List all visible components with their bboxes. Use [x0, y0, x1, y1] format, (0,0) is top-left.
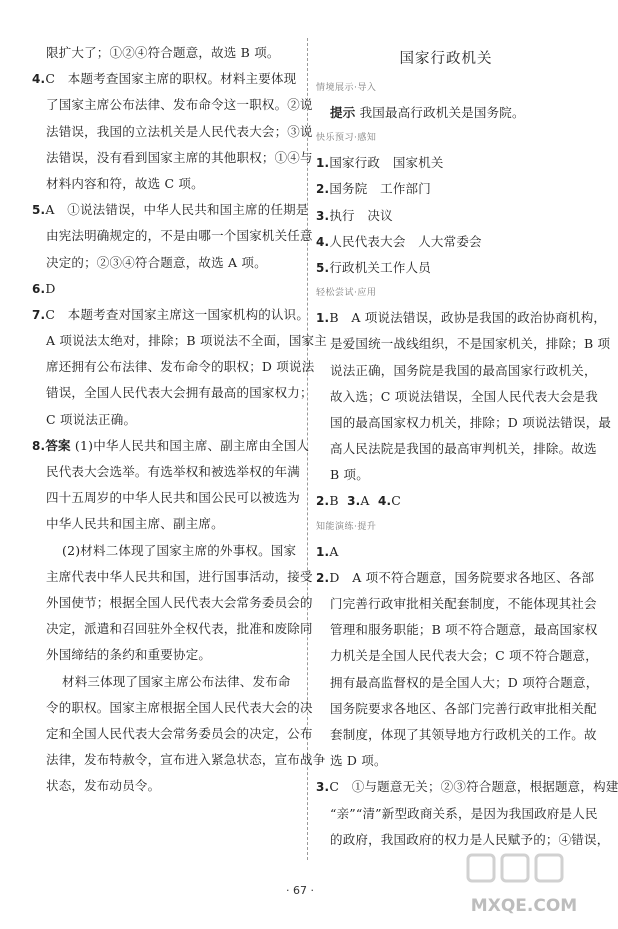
text-line: 四十五周岁的中华人民共和国公民可以被选为: [46, 490, 301, 506]
text-line: 限扩大了；①②④符合题意，故选 B 项。: [46, 45, 280, 60]
text-line: 执行 决议: [329, 207, 393, 223]
text-line: 人民代表大会 人大常委会: [329, 233, 482, 249]
text-line: 拥有最高监督权的是全国人大；D 项符合题意，: [330, 674, 599, 690]
section-header-intro: 情境展示·导入: [316, 83, 377, 93]
question-number: 4.: [316, 234, 330, 249]
question-number: 1.: [316, 544, 330, 559]
question-number: 2.: [316, 182, 330, 197]
text-line: 国家行政 国家机关: [329, 155, 444, 171]
text-line: 主席代表中华人民共和国，进行国事活动，接受: [46, 568, 313, 584]
question-number: 1.: [316, 156, 330, 171]
answer-b3: [316, 774, 618, 853]
text-line: D A 项不符合题意，国务院要求各地区、各部: [329, 569, 595, 585]
answer-b1: [316, 539, 576, 565]
text-line: 材料内容和符，故选 C 项。: [46, 175, 204, 191]
question-number: 5.: [32, 203, 46, 218]
text-line: D: [45, 280, 56, 296]
watermark-text: MXQE.COM: [470, 896, 578, 916]
question-number: 3.: [347, 494, 361, 509]
text-line: 决定，派遣和召回驻外全权代表，批准和废除同: [46, 621, 313, 637]
text-line: 国的最高国家权力机关，排除；D 项说法错误，最: [330, 414, 612, 430]
question-6: [32, 276, 298, 302]
question-8: [32, 433, 326, 800]
right-column: [316, 40, 618, 853]
tip-line: [316, 100, 576, 126]
text-line: 法律，发布特赦令，宣布进入紧急状态，宣布战争: [46, 752, 326, 768]
question-number: 2.: [316, 494, 330, 509]
list-item: [316, 255, 576, 281]
tip-text: 我国最高行政机关是国务院。: [359, 105, 525, 120]
answer-b2: [316, 565, 599, 775]
text-line: 力机关是全国人民代表大会；C 项不符合题意，: [330, 648, 598, 664]
list-item: [316, 176, 576, 202]
question-number: 1.: [316, 311, 330, 326]
text-line: 状态，发布动员令。: [46, 778, 161, 794]
text-line: B 项。: [330, 467, 369, 483]
answer-2-4: [316, 488, 576, 514]
text-line: “亲”“清”新型政商关系，是因为我国政府是人民: [330, 805, 598, 821]
question-number: 4.: [32, 72, 46, 87]
text-line: 中华人民共和国主席、副主席。: [46, 516, 224, 532]
text-line: 材料三体现了国家主席公布法律、发布命: [62, 673, 291, 689]
text-line: A 项说法太绝对，排除；B 项说法不全面，国家主: [46, 333, 327, 349]
list-item: [316, 150, 576, 176]
text-line: 门完善行政审批相关配套制度，不能体现其社会: [330, 596, 597, 611]
question-number: 5.: [316, 260, 330, 275]
text-line: 法错误，我国的立法机关是人民代表大会；③说: [46, 123, 313, 139]
section-header-try: 轻松尝试·应用: [316, 288, 377, 299]
answer-label: 答案: [45, 437, 71, 453]
text-line: 了国家主席公布法律、发布命令这一职权。②说: [46, 97, 313, 113]
text-line: 由宪法明确规定的，不是由哪一个国家机关任意: [46, 228, 313, 244]
answer-value: A: [329, 543, 339, 559]
answer-value: B: [329, 493, 339, 509]
list-item: [316, 229, 576, 255]
text-line: 选 D 项。: [330, 753, 387, 769]
text-line: 国务院 工作部门: [329, 181, 431, 197]
text-line: 高人民法院是我国的最高审判机关，排除。故选: [330, 441, 597, 457]
text-line: 的政府，我国政府的权力是人民赋予的；④错误，: [330, 831, 610, 847]
tip-label: 提示: [330, 105, 356, 120]
section-title: 国家行政机关: [399, 51, 493, 67]
text-line: 故入选；C 项说法错误，全国人民代表大会是我: [330, 388, 598, 404]
text-line: 定和全国人民代表大会常务委员会的决定，公布: [46, 725, 313, 741]
text-line: 套制度，体现了其领导地方行政机关的工作。故: [330, 726, 597, 742]
question-number: 6.: [32, 281, 46, 296]
text-line: 错误，全国人民代表大会拥有最高的国家权力；: [46, 385, 313, 401]
question-number: 8.: [32, 438, 46, 453]
left-column: [32, 40, 327, 799]
text-line: 决定的；②③④符合题意，故选 A 项。: [46, 254, 267, 270]
question-4: [32, 66, 313, 197]
question-number: 3.: [316, 780, 330, 795]
question-number: 2.: [316, 570, 330, 585]
text-line: 外国使节；根据全国人民代表大会常务委员会的: [46, 594, 313, 610]
text-line: 民代表大会选举。有选举权和被选举权的年满: [46, 464, 301, 479]
section-header-practice: 知能演练·提升: [316, 521, 377, 532]
question-number: 3.: [316, 208, 330, 223]
text-line: 行政机关工作人员: [329, 259, 431, 275]
text-line: 国务院要求各地区、各部门完善行政审批相关配: [330, 700, 597, 716]
watermark-logo: [458, 849, 590, 923]
question-5: [32, 197, 313, 276]
text-line: C 本题考查国家主席的职权。材料主要体现: [45, 71, 297, 87]
text-line: 说法正确，国务院是我国的最高国家行政机关，: [330, 362, 597, 378]
text-line: 是爱国统一战线组织，不是国家机关，排除；B 项: [330, 336, 611, 352]
text-line: 管理和服务职能；B 项不符合题意，最高国家权: [330, 622, 598, 638]
text-line: C 本题考查对国家主席这一国家机构的认识。: [45, 306, 310, 322]
text-line: 席还拥有公布法律、发布命令的职权；D 项说法: [46, 359, 315, 375]
answer-1: [316, 305, 612, 488]
text-line: 令的职权。国家主席根据全国人民代表大会的决: [46, 699, 313, 715]
text-line: (2)材料二体现了国家主席的外事权。国家: [62, 542, 297, 558]
text-line: C 项说法正确。: [46, 411, 137, 427]
question-number: 7.: [32, 307, 46, 322]
answer-value: C: [391, 493, 402, 509]
text-line: A ①说法错误，中华人民共和国主席的任期是: [45, 202, 309, 218]
section-header-preview: 快乐预习·感知: [316, 133, 377, 144]
text-line: 法错误，没有看到国家主席的其他职权；①④与: [46, 149, 313, 165]
list-item: [316, 203, 576, 229]
answer-value: A: [360, 493, 370, 509]
page-number: · 67 ·: [286, 884, 314, 897]
text-line: 外国缔结的条约和重要协定。: [46, 647, 212, 663]
text-line: C ①与题意无关；②③符合题意，根据题意，构建: [329, 779, 618, 795]
text-line: (1)中华人民共和国主席、副主席由全国人: [74, 437, 310, 453]
question-number: 4.: [377, 494, 392, 509]
question-7: [32, 302, 327, 433]
text-line: B A 项说法错误，政协是我国的政治协商机构，: [329, 310, 607, 326]
